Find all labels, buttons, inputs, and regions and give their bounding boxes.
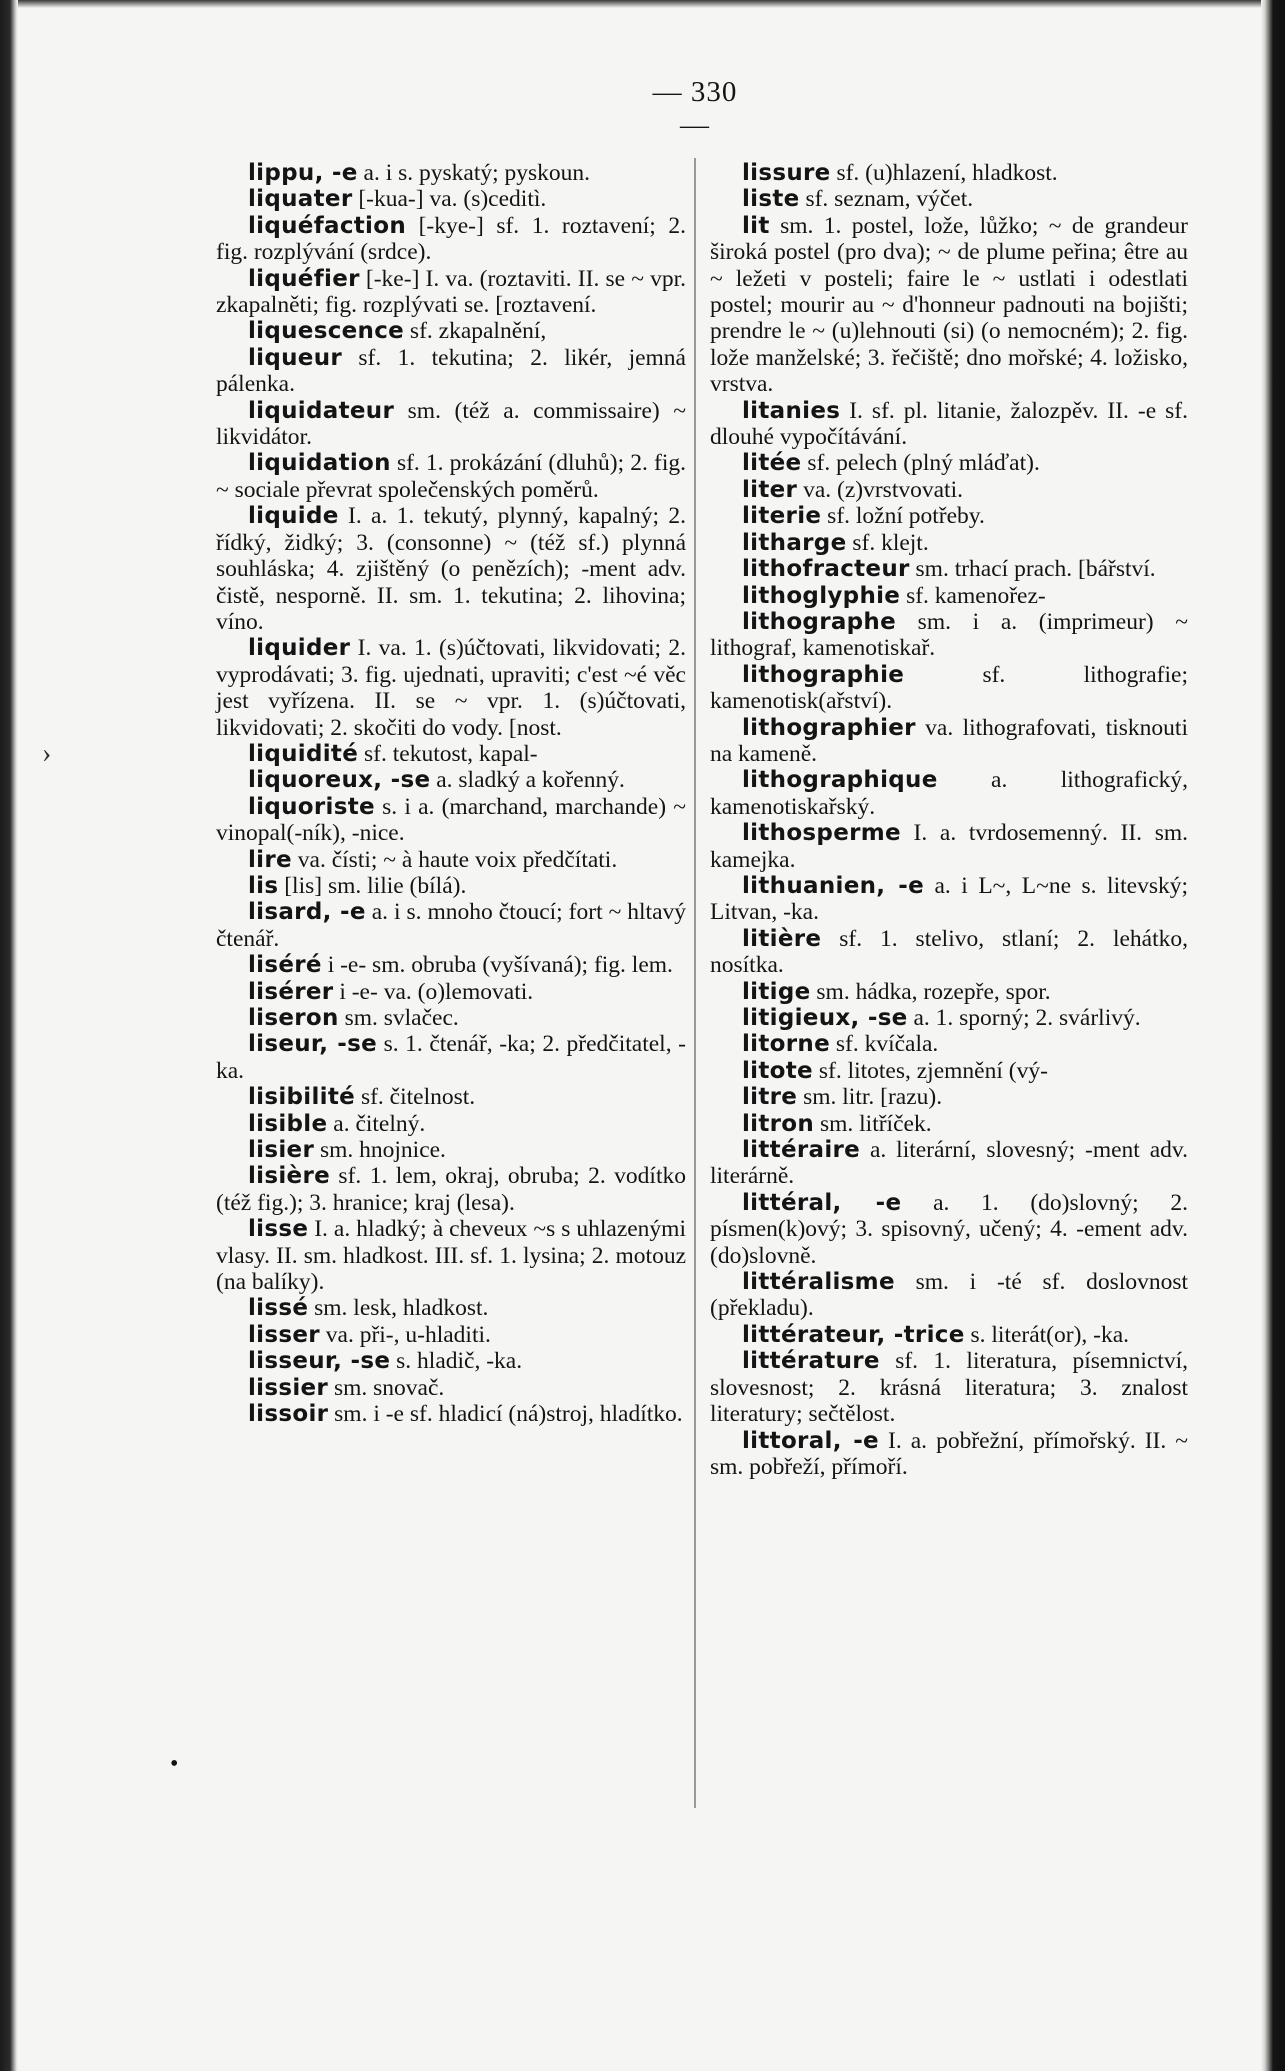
entry-headword: littérateur, -trice xyxy=(742,1321,965,1348)
entry-headword: liste xyxy=(742,186,800,213)
margin-bullet: • xyxy=(170,1751,179,1777)
entry-definition: sf. 1. prokázání (dluhů); 2. fig. ~ sociale převrat společenských poměrů. xyxy=(216,450,686,503)
dictionary-entry xyxy=(710,979,1188,1005)
entry-definition: [-kye-] sf. 1. roztavení; 2. fig. rozplývání (srdce). xyxy=(216,212,686,266)
entry-definition: sf. 1. lem, okraj, obruba; 2. vodítko (též fig.); 3. hranice; kraj (lesa). xyxy=(216,1163,686,1216)
entry-headword: litharge xyxy=(742,529,847,556)
entry-headword: lithofracteur xyxy=(742,556,910,583)
entry-definition: I. sf. pl. litanie, žalozpěv. II. -e sf. dlouhé vypočítávání. xyxy=(710,397,1188,451)
column-divider xyxy=(694,158,696,1808)
entry-definition: sf. 1. literatura, písemnictví, slovesnost; 2. krásná literatura; 3. znalost literatury; sečtělost. xyxy=(710,1348,1188,1428)
dictionary-entry xyxy=(216,1031,686,1084)
entry-headword: litigieux, -se xyxy=(742,1005,908,1031)
entry-headword: litanies xyxy=(742,397,841,424)
dictionary-entry xyxy=(710,1005,1188,1031)
entry-headword: liquoriste xyxy=(248,793,375,820)
entry-headword: lisérer xyxy=(248,978,334,1005)
dictionary-entry xyxy=(710,160,1188,186)
entry-definition: I. a. tvrdosemenný. II. sm. kamejka. xyxy=(710,820,1188,873)
dictionary-entry xyxy=(216,1295,686,1321)
entry-definition: sm. svlačec. xyxy=(338,1005,459,1031)
entry-headword: liter xyxy=(742,476,798,503)
dictionary-entry xyxy=(216,899,686,952)
entry-headword: liquider xyxy=(248,635,351,662)
dictionary-entry xyxy=(216,767,686,793)
entry-definition: sf. kvíčala. xyxy=(829,1031,939,1058)
entry-definition: sf. čitelnost. xyxy=(355,1084,476,1111)
dictionary-entry xyxy=(710,1190,1188,1269)
entry-headword: litige xyxy=(742,978,811,1005)
entry-definition: sm. litříček. xyxy=(814,1110,932,1137)
entry-headword: liquide xyxy=(248,503,339,530)
entry-headword: litière xyxy=(742,925,822,952)
dictionary-entry xyxy=(216,1216,686,1295)
entry-headword: lisier xyxy=(248,1137,315,1164)
dictionary-entry xyxy=(710,213,1188,398)
entry-definition: a. 1. (do)slovný; 2. písmen(k)ový; 3. spisovný, učený; 4. -ement adv. (do)slovně. xyxy=(710,1189,1188,1269)
entry-headword: lithographier xyxy=(742,714,916,741)
entry-headword: lissoir xyxy=(248,1401,329,1428)
scan-shadow-right xyxy=(1261,0,1285,2071)
entry-headword: lisseur, -se xyxy=(248,1348,391,1375)
entry-definition: sf. tekutost, kapal- xyxy=(358,740,538,767)
entry-headword: liquidation xyxy=(248,450,391,477)
entry-definition: i -e- sm. obruba (vyšívaná); fig. lem. xyxy=(321,952,673,979)
entry-definition: sf. pelech (plný mláďat). xyxy=(801,450,1040,477)
dictionary-entry xyxy=(710,662,1188,715)
entry-headword: littéraire xyxy=(742,1137,861,1164)
dictionary-entry xyxy=(710,1269,1188,1322)
entry-definition: sf. litotes, zjemnění (vý- xyxy=(812,1057,1048,1084)
entry-definition: sf. (u)hlazení, hladkost. xyxy=(830,160,1058,186)
entry-definition: I. a. pobřežní, přímořský. II. ~ sm. pobřeží, přímoří. xyxy=(710,1427,1188,1480)
dictionary-entry xyxy=(216,160,686,186)
entry-definition: sf. lithografie; kamenotisk(ařství). xyxy=(710,661,1188,715)
entry-headword: lithographique xyxy=(742,767,938,794)
entry-headword: liquoreux, -se xyxy=(248,767,431,794)
entry-definition: [-kua-] va. (s)ceditì. xyxy=(352,186,547,213)
entry-headword: liquéfaction xyxy=(248,212,407,239)
entry-headword: liquater xyxy=(248,186,353,213)
dictionary-entry xyxy=(710,873,1188,926)
entry-headword: liseron xyxy=(248,1005,339,1031)
margin-mark: › xyxy=(42,738,52,769)
entry-headword: lissé xyxy=(248,1295,309,1322)
entry-definition: s. literát(or), -ka. xyxy=(964,1321,1130,1348)
entry-headword: lithographie xyxy=(742,661,905,688)
dictionary-entry xyxy=(710,1322,1188,1348)
right-column xyxy=(710,160,1188,1480)
dictionary-entry xyxy=(216,1401,686,1427)
entry-headword: liseur, -se xyxy=(248,1031,377,1058)
entry-definition: sm. litr. [razu). xyxy=(797,1084,943,1111)
entry-definition: s. hladič, -ka. xyxy=(390,1348,523,1375)
entry-headword: lisser xyxy=(248,1321,320,1348)
dictionary-entry xyxy=(710,530,1188,556)
dictionary-entry xyxy=(710,1084,1188,1110)
dictionary-entry xyxy=(710,1428,1188,1481)
entry-headword: lisible xyxy=(248,1110,328,1137)
entry-definition: sf. 1. stelivo, stlaní; 2. lehátko, nosítka. xyxy=(710,925,1188,979)
dictionary-entry xyxy=(710,503,1188,529)
entry-definition: va. čísti; ~ à haute voix předčítati. xyxy=(291,846,618,873)
entry-headword: liquidité xyxy=(248,740,359,767)
entry-definition: a. literární, slovesný; -ment adv. literárně. xyxy=(710,1137,1188,1190)
dictionary-entry xyxy=(216,503,686,635)
entry-definition: sm. trhací prach. [bářství. xyxy=(909,556,1156,583)
entry-definition: sm. 1. postel, lože, lůžko; ~ de grandeur široká postel (pro dva); ~ de plume peřina; être au ~ ležeti v posteli; faire le ~ ustlati i odestlati postel; mourir au ~ d'honneur padnouti na bojišti; prendre le ~ (u)lehnouti (si) (o nemocném); 2. fig. lože manželské; 3. řečiště; dno mořské; 4. ložisko, vrstva. xyxy=(710,212,1188,398)
entry-headword: litorne xyxy=(742,1031,830,1058)
dictionary-entry xyxy=(710,715,1188,768)
entry-definition: va. (z)vrstvovati. xyxy=(797,476,963,503)
entry-definition: sm. hnojnice. xyxy=(314,1137,446,1164)
entry-definition: I. a. hladký; à cheveux ~s s uhlazenými vlasy. II. sm. hladkost. III. sf. 1. lysina; 2. motouz (na balíky). xyxy=(216,1216,686,1296)
dictionary-entry xyxy=(710,1031,1188,1057)
dictionary-entry xyxy=(710,583,1188,609)
dictionary-entry xyxy=(710,556,1188,582)
scan-shadow-top xyxy=(0,0,1285,8)
dictionary-entry xyxy=(710,450,1188,476)
dictionary-entry xyxy=(216,1137,686,1163)
entry-headword: lissier xyxy=(248,1374,329,1401)
entry-definition: sf. kamenořez- xyxy=(900,582,1046,609)
entry-definition: i -e- va. (o)lemovati. xyxy=(333,978,534,1005)
dictionary-entry xyxy=(216,741,686,767)
dictionary-entry xyxy=(216,318,686,344)
entry-definition: sf. seznam, výčet. xyxy=(799,186,974,213)
entry-definition: va. lithografovati, tisknouti na kameně. xyxy=(710,714,1188,767)
entry-headword: liséré xyxy=(248,952,322,979)
dictionary-entry xyxy=(216,952,686,978)
entry-definition: sm. lesk, hladkost. xyxy=(308,1295,489,1322)
entry-definition: s. i a. (marchand, marchande) ~ vinopal(-ník), -nice. xyxy=(216,793,686,847)
dictionary-entry xyxy=(216,794,686,847)
entry-headword: lithosperme xyxy=(742,820,901,847)
entry-definition: [-ke-] I. va. (roztaviti. II. se ~ vpr. zkapalněti; fig. rozplývati se. [roztavení. xyxy=(216,265,686,319)
entry-headword: littéral, -e xyxy=(742,1189,902,1216)
entry-definition: I. va. 1. (s)účtovati, likvidovati; 2. vyprodávati; 3. fig. ujednati, upraviti; c'est ~é věc jest vyřízena. II. se ~ vpr. 1. (s)účtovati, likvidovati; 2. skočiti do vody. [nost. xyxy=(216,635,686,741)
entry-headword: littéralisme xyxy=(742,1269,895,1296)
dictionary-entry xyxy=(216,1084,686,1110)
entry-headword: lisibilité xyxy=(248,1084,356,1111)
dictionary-entry xyxy=(216,1348,686,1374)
entry-headword: lippu, -e xyxy=(248,160,358,186)
entry-headword: lire xyxy=(248,846,292,873)
dictionary-entry xyxy=(710,398,1188,451)
dictionary-entry xyxy=(216,873,686,899)
entry-headword: liquescence xyxy=(248,318,405,345)
entry-headword: lisière xyxy=(248,1163,330,1190)
dictionary-entry xyxy=(216,450,686,503)
entry-definition: sm. (též a. commissaire) ~ likvidátor. xyxy=(216,397,686,451)
scan-shadow-left xyxy=(0,0,18,2071)
dictionary-entry xyxy=(216,847,686,873)
entry-definition: a. i s. pyskatý; pyskoun. xyxy=(357,160,591,186)
entry-definition: a. 1. sporný; 2. svárlivý. xyxy=(907,1005,1141,1031)
dictionary-entry xyxy=(216,1005,686,1031)
entry-definition: sm. hádka, rozepře, spor. xyxy=(810,978,1051,1005)
entry-headword: lit xyxy=(742,212,770,239)
dictionary-entry xyxy=(710,477,1188,503)
entry-headword: littoral, -e xyxy=(742,1427,879,1454)
dictionary-entry xyxy=(216,213,686,266)
entry-headword: litée xyxy=(742,450,802,477)
entry-headword: litron xyxy=(742,1110,815,1137)
dictionary-entry xyxy=(216,345,686,398)
entry-headword: liquéfier xyxy=(248,265,360,292)
dictionary-entry xyxy=(710,1137,1188,1190)
entry-definition: s. 1. čtenář, -ka; 2. předčitatel, -ka. xyxy=(216,1031,686,1084)
entry-definition: sm. snovač. xyxy=(328,1374,445,1401)
dictionary-entry xyxy=(216,1322,686,1348)
dictionary-entry xyxy=(710,1348,1188,1427)
entry-definition: [lis] sm. lilie (bílá). xyxy=(278,872,467,899)
entry-headword: litote xyxy=(742,1057,813,1084)
entry-definition: a. i s. mnoho čtoucí; fort ~ hltavý čtenář. xyxy=(216,899,686,952)
dictionary-entry xyxy=(710,820,1188,873)
entry-definition: sm. i -e sf. hladicí (ná)stroj, hladítko. xyxy=(328,1401,683,1428)
entry-headword: lissure xyxy=(742,160,831,186)
dictionary-entry xyxy=(710,926,1188,979)
dictionary-entry xyxy=(710,1111,1188,1137)
entry-definition: sf. klejt. xyxy=(846,529,929,556)
entry-headword: liqueur xyxy=(248,344,343,371)
dictionary-entry xyxy=(216,186,686,212)
entry-definition: sf. 1. tekutina; 2. likér, jemná pálenka. xyxy=(216,344,686,398)
dictionary-entry xyxy=(216,635,686,741)
page-number: — 330 — xyxy=(652,76,738,141)
dictionary-entry xyxy=(216,398,686,451)
entry-headword: lisse xyxy=(248,1216,309,1243)
entry-definition: sm. i -té sf. doslovnost (překladu). xyxy=(710,1269,1188,1322)
entry-definition: a. i L~, L~ne s. litevský; Litvan, -ka. xyxy=(710,872,1188,926)
entry-headword: liquidateur xyxy=(248,397,395,424)
entry-headword: lisard, -e xyxy=(248,899,366,926)
dictionary-entry xyxy=(710,609,1188,662)
dictionary-entry xyxy=(216,979,686,1005)
entry-headword: litre xyxy=(742,1084,798,1111)
entry-headword: literie xyxy=(742,503,822,530)
entry-headword: lithoglyphie xyxy=(742,582,901,609)
dictionary-entry xyxy=(216,266,686,319)
entry-definition: sf. zkapalnění, xyxy=(404,318,547,345)
entry-headword: lithographe xyxy=(742,608,897,635)
entry-definition: a. čitelný. xyxy=(327,1110,426,1137)
entry-headword: lis xyxy=(248,872,279,899)
dictionary-entry xyxy=(710,767,1188,820)
dictionary-entry xyxy=(216,1111,686,1137)
entry-headword: lithuanien, -e xyxy=(742,872,924,899)
dictionary-entry xyxy=(216,1163,686,1216)
dictionary-entry xyxy=(710,1058,1188,1084)
entry-definition: a. sladký a kořenný. xyxy=(430,767,625,794)
dictionary-entry xyxy=(710,186,1188,212)
entry-definition: I. a. 1. tekutý, plynný, kapalný; 2. řídký, židký; 3. (consonne) ~ (též sf.) plynná souhláska; 4. zjištěný (o penězích); -ment adv. čistě, nesporně. II. sm. 1. tekutina; 2. lihovina; víno. xyxy=(216,503,686,635)
left-column xyxy=(216,160,686,1428)
entry-definition: sm. i a. (imprimeur) ~ lithograf, kamenotiskař. xyxy=(710,608,1188,662)
entry-definition: va. při-, u-hladiti. xyxy=(319,1321,491,1348)
dictionary-entry xyxy=(216,1375,686,1401)
entry-definition: sf. ložní potřeby. xyxy=(821,503,985,530)
entry-headword: littérature xyxy=(742,1348,880,1375)
entry-definition: a. lithografický, kamenotiskařský. xyxy=(710,767,1188,820)
